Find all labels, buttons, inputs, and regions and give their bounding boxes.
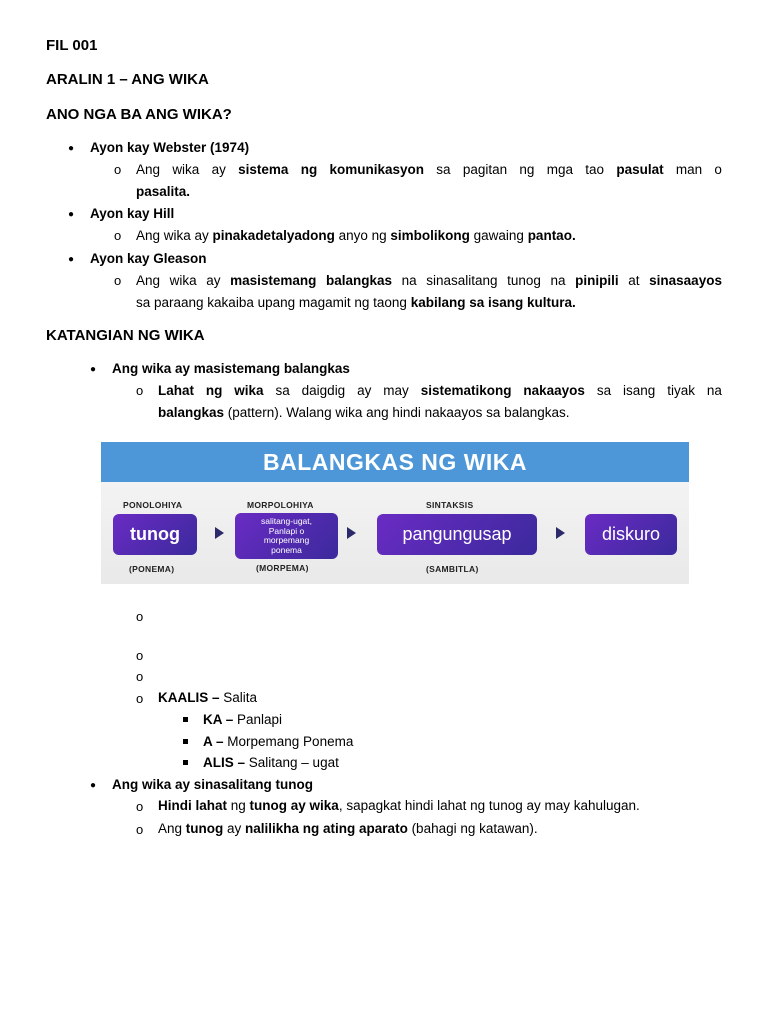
example-part: ALIS – Salitang – ugat [203, 755, 339, 770]
circle-bullet-icon: o [136, 383, 144, 398]
bullet-icon: ● [68, 143, 75, 154]
stage-label-bottom: (PONEMA) [129, 564, 175, 574]
arrow-right-icon [556, 527, 565, 539]
arrow-right-icon [215, 527, 224, 539]
definition-author: Ayon kay Hill [90, 206, 175, 221]
characteristic-title: Ang wika ay sinasalitang tunog [112, 777, 314, 792]
stage-label-bottom: (SAMBITLA) [426, 564, 479, 574]
circle-bullet-icon: o [114, 273, 122, 288]
bullet-icon: ● [90, 364, 97, 375]
characteristic-text: Hindi lahat ng tunog ay wika, sapagkat hindi lahat ng tunog ay may kahulugan. [158, 798, 640, 813]
definition-author: Ayon kay Webster (1974) [90, 140, 250, 155]
circle-bullet-icon: o [136, 691, 144, 706]
stage-label-top: SINTAKSIS [426, 500, 474, 510]
bullet-icon: ● [90, 780, 97, 791]
circle-bullet-icon: o [136, 669, 144, 684]
characteristic-text-cont: balangkas (pattern). Walang wika ang hindi nakaayos sa balangkas. [158, 405, 570, 420]
stage-label-bottom: (MORPEMA) [256, 563, 309, 573]
course-code: FIL 001 [46, 37, 98, 54]
characteristic-text: Ang tunog ay nalilikha ng ating aparato (bahagi ng katawan). [158, 821, 538, 836]
stage-box-diskuro: diskuro [585, 514, 677, 555]
stage-box-morpema: salitang-ugat, Panlapi o morpemang ponema [235, 513, 338, 559]
characteristic-text: Lahat ng wika sa daigdig ay may sistematikong nakaayos sa isang tiyak na [158, 383, 722, 398]
definition-text: Ang wika ay pinakadetalyadong anyo ng simbolikong gawaing pantao. [136, 228, 576, 243]
definition-text: Ang wika ay masistemang balangkas na sinasalitang tunog na pinipili at sinasaayos [136, 273, 722, 288]
bullet-icon: ● [68, 254, 75, 265]
lesson-title: ARALIN 1 – ANG WIKA [46, 71, 209, 88]
circle-bullet-icon: o [114, 228, 122, 243]
balangkas-diagram [101, 442, 689, 584]
example-part: A – Morpemang Ponema [203, 734, 354, 749]
question-heading: ANO NGA BA ANG WIKA? [46, 106, 232, 123]
definition-text: Ang wika ay sistema ng komunikasyon sa pagitan ng mga tao pasulat man o [136, 162, 722, 177]
diagram-title: BALANGKAS NG WIKA [262, 449, 528, 475]
stage-box-tunog: tunog [113, 514, 197, 555]
square-bullet-icon [183, 739, 188, 744]
stage-label-top: PONOLOHIYA [123, 500, 183, 510]
stage-box-pangungusap: pangungusap [377, 514, 537, 555]
circle-bullet-icon: o [114, 162, 122, 177]
definition-author: Ayon kay Gleason [90, 251, 207, 266]
characteristic-title: Ang wika ay masistemang balangkas [112, 361, 350, 376]
circle-bullet-icon: o [136, 648, 144, 663]
arrow-right-icon [347, 527, 356, 539]
stage-label-top: MORPOLOHIYA [247, 500, 314, 510]
square-bullet-icon [183, 717, 188, 722]
square-bullet-icon [183, 760, 188, 765]
circle-bullet-icon: o [136, 799, 144, 814]
example-part: KA – Panlapi [203, 712, 283, 727]
circle-bullet-icon: o [136, 822, 144, 837]
section-heading: KATANGIAN NG WIKA [46, 327, 205, 344]
bullet-icon: ● [68, 209, 75, 220]
example-word: KAALIS – Salita [158, 690, 258, 705]
circle-bullet-icon: o [136, 609, 144, 624]
definition-text-cont: pasalita. [136, 184, 191, 199]
definition-text-cont: sa paraang kakaiba upang magamit ng taong kabilang sa isang kultura. [136, 295, 576, 310]
